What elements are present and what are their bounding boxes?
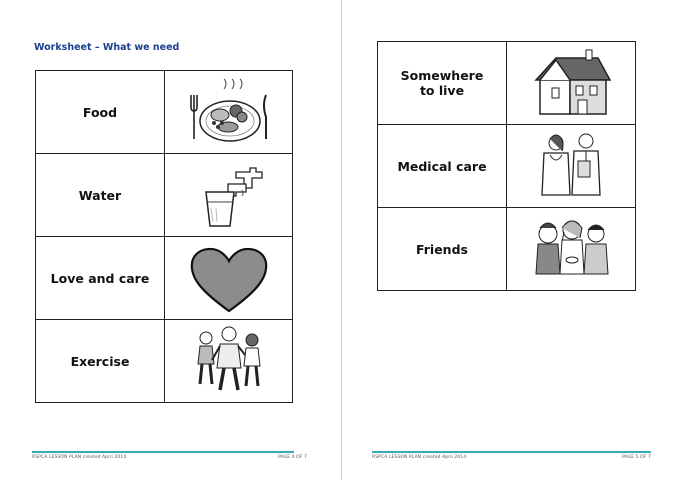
page-number: PAGE 4 OF 7 [277,455,307,460]
house-icon [526,46,616,120]
table-row [36,237,293,320]
table-row [36,71,293,154]
right-page [342,0,683,480]
row-label-exercise: Exercise [36,320,165,403]
friends-group-icon [526,212,616,286]
row-label-food: Food [36,71,165,154]
footer-left-text: RSPCA LESSON PLAN created April 2014 [32,455,127,460]
worksheet-heading: Worksheet – What we need [34,42,180,53]
row-label-water: Water [36,154,165,237]
food-plate-icon [184,75,274,149]
table-row [36,320,293,403]
row-label-friends: Friends [378,208,507,291]
row-label-somewhere-to-live [378,42,507,125]
table-row [378,42,636,125]
table-row [378,125,636,208]
label-line: to live [419,83,465,98]
children-walking-icon [184,324,274,398]
glass-of-water-icon [184,158,274,232]
label-line: Somewhere [400,68,484,83]
page-number: PAGE 5 OF 7 [621,455,651,460]
needs-table-left [35,70,293,403]
table-row [36,154,293,237]
table-row [378,208,636,291]
footer-left-text: RSPCA LESSON PLAN created April 2014 [372,455,467,460]
footer-rule [372,451,651,453]
row-label-medical-care: Medical care [378,125,507,208]
needs-table-right [377,41,636,291]
heart-icon [184,241,274,315]
footer-rule [32,451,294,453]
doctors-icon [526,129,616,203]
row-label-love-and-care: Love and care [36,237,165,320]
left-page [0,0,341,480]
